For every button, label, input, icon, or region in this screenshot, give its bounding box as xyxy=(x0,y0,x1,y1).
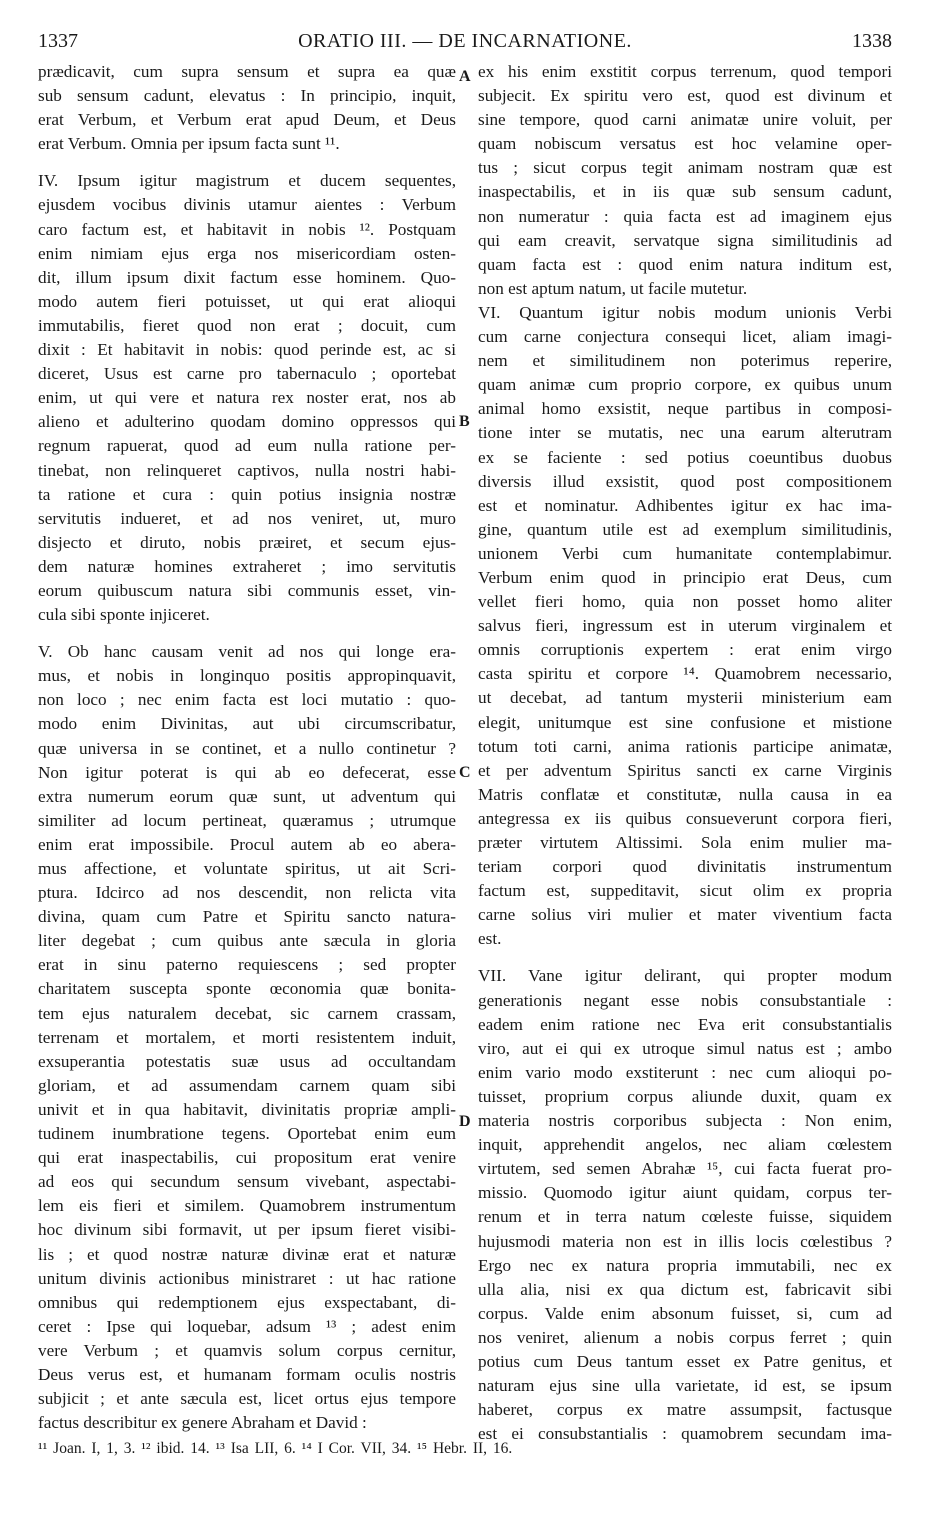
text-line: inquit, apprehendit angelos, nec aliam cœlestem xyxy=(478,1135,892,1155)
text-line: nem et similitudinem non poterimus reperire, xyxy=(478,351,892,371)
text-line: prædicavit, cum supra sensum et supra ea quæ xyxy=(38,62,456,81)
text-line: mus affectione, et voluntate spiritus, ut ait Scri- xyxy=(38,859,456,878)
text-line: enim vario modo exstiterunt : nec cum alioqui po- xyxy=(478,1062,892,1082)
text-line: enim, ut qui vere et natura rex noster erat, nos ab xyxy=(38,388,456,408)
text-line: dem naturæ homines extraheret ; imo servitutis xyxy=(38,556,456,576)
text-line: erat in sinu paterno requiescens ; sed propter xyxy=(38,955,456,975)
text-line: non numeratur : quia facta est ad imaginem ejus xyxy=(478,206,892,226)
text-line: omnibus qui redemptionem ejus exspectabant, di- xyxy=(38,1292,456,1312)
text-line: renum et in terra natum cœleste fuisse, siquidem xyxy=(478,1207,892,1227)
text-line: generationis negant esse nobis consubstantiale : xyxy=(478,990,892,1010)
text-line: tus ; sicut corpus tegit animam nostram quæ est xyxy=(478,158,892,178)
margin-marker-b: B xyxy=(459,413,470,430)
text-line: hujusmodi materia non est in illis locis cœlestibus ? xyxy=(478,1231,892,1251)
text-line: haberet, corpus ex matre assumpsit, factusque xyxy=(478,1400,892,1420)
text-line: factum est, suppeditavit, sicut olim ex propria xyxy=(478,881,892,901)
right-column xyxy=(478,60,892,1446)
page-header xyxy=(38,30,892,60)
text-line: similiter ad locum pertineat, quæramus ; utrumque xyxy=(38,810,456,830)
text-line: teriam corpori quod divinitatis instrumentum xyxy=(478,857,892,877)
text-line: potius cum Deus tantum esset ex Patre genitus, et xyxy=(478,1351,892,1371)
text-line: tudinem inumbratione tegens. Oportebat enim eum xyxy=(38,1124,456,1144)
text-line: casta spiritu et corpore ¹⁴. Quamobrem necessario, xyxy=(478,664,892,684)
text-line: Verbum enim quod in principio erat Deus, cum xyxy=(478,567,892,587)
text-line: unitum divinis actionibus ministraret : ut hac ratione xyxy=(38,1268,456,1288)
text-line: univit et in qua habitavit, divinitatis propriæ ampli- xyxy=(38,1099,456,1119)
text-line: quæ universa in se continet, et a nullo continetur ? xyxy=(38,738,456,758)
text-line: non est aptum natum, ut facile mutetur. xyxy=(478,278,748,298)
text-line: naturam ejus sine ulla varietate, id est, se ipsum xyxy=(478,1376,892,1396)
text-line: materia nostris corporibus subjecta : Non enim, xyxy=(478,1111,892,1131)
text-line: animal homo exsistit, neque partibus in composi- xyxy=(478,399,892,419)
text-line: ex se faciente : sed potius coeuntibus duobus xyxy=(478,447,892,467)
page-title: ORATIO III. — DE INCARNATIONE. xyxy=(298,30,632,52)
text-line: Ergo nec ex natura propria immutabili, nec ex xyxy=(478,1255,892,1275)
text-line: est. xyxy=(478,929,502,949)
text-line: subjecit. Ex spiritu vero est, quod est divinum et xyxy=(478,86,892,106)
text-line: erat Verbum. Omnia per ipsum facta sunt ¹¹. xyxy=(38,134,340,154)
text-line: sine tempore, quod carni animatæ unire voluit, per xyxy=(478,110,892,130)
text-line: præter virtutem Altissimi. Sola enim mulier ma- xyxy=(478,833,892,852)
text-line: lem eis fieri et similem. Quamobrem instrumentum xyxy=(38,1196,456,1216)
text-line: alieno et adulterino quodam domino oppressos qui xyxy=(38,412,456,432)
text-line: missio. Quomodo igitur aiunt quidam, corpus ter- xyxy=(478,1183,892,1203)
text-line: qui eam creavit, servatque signa similitudinis ad xyxy=(478,230,892,250)
text-line: modo autem fieri potuisset, ut qui erat alioqui xyxy=(38,291,456,311)
paragraph-gap xyxy=(38,627,456,640)
text-line: tione inter se mutatis, nec una earum alterutram xyxy=(478,423,892,443)
text-line: tuisset, proprium corpus aliunde duxit, quam ex xyxy=(478,1086,892,1106)
text-line: servitutis indueret, et ad nos veniret, ut, muro xyxy=(38,508,456,528)
text-line: inaspectabilis, et in iis quæ sub sensum cadunt, xyxy=(478,182,892,202)
text-line: ex his enim exstitit corpus terrenum, quod tempori xyxy=(478,62,892,81)
text-line: erat Verbum, et Verbum erat apud Deum, et Deus xyxy=(38,110,456,130)
text-line: antegressa ex iis quibus consueverunt corpora fieri, xyxy=(478,808,892,828)
text-line: corpus. Valde enim absonum fuisset, si, cum ad xyxy=(478,1303,892,1323)
text-line: eadem enim ratione nec Eva erit consubstantialis xyxy=(478,1014,892,1034)
text-line: IV. Ipsum igitur magistrum et ducem sequentes, xyxy=(38,171,456,191)
text-line: tinebat, non relinqueret captivos, nulla nostri habi- xyxy=(38,460,456,480)
text-line: disjecto et diruto, nobis præiret, et secum ejus- xyxy=(38,532,456,552)
text-line: tem ejus naturalem decebat, sic carnem crassam, xyxy=(38,1003,456,1023)
text-line: diversis illud exsistit, quod post compositionem xyxy=(478,471,892,491)
text-line: divina, quam cum Patre et Spiritu sancto natura- xyxy=(38,907,456,927)
text-line: factus describitur ex genere Abraham et David : xyxy=(38,1413,367,1433)
text-line: gloriam, et ad assumendam carnem quam sibi xyxy=(38,1075,456,1095)
text-line: unionem Verbi cum humanitate contemplabimur. xyxy=(478,543,892,563)
text-line: nos veniret, alienum a nobis corpus ferret ; quin xyxy=(478,1327,892,1347)
text-line: et per adventum Spiritus sancti ex carne Virginis xyxy=(478,760,892,780)
text-line: Deus verus est, et humanam formam oculis nostris xyxy=(38,1364,456,1384)
margin-marker-d: D xyxy=(459,1113,471,1130)
text-line: ad eos qui secundum sensum vivebant, aspectabi- xyxy=(38,1172,456,1192)
text-line: omnis corruptionis expertem : erat enim virgo xyxy=(478,640,892,660)
text-line: ut decebat, ad tantum mysterii ministerium eam xyxy=(478,688,892,708)
text-line: VII. Vane igitur delirant, qui propter modum xyxy=(478,966,892,986)
paragraph-gap xyxy=(38,156,456,169)
text-line: liter degebat ; cum quibus ante sæcula in gloria xyxy=(38,931,456,951)
page-number-left: 1337 xyxy=(38,30,78,52)
text-line: ulla alia, nisi ex qua dictum est, fabricavit sibi xyxy=(478,1279,892,1299)
text-line: est et nominatur. Adhibentes igitur ex hac ima- xyxy=(478,495,892,515)
text-line: regnum rapuerat, quod ad eum nulla ratione per- xyxy=(38,436,456,456)
text-line: charitatem suscepta sponte œconomia quæ bonita- xyxy=(38,979,456,999)
text-line: dixit : Et habitavit in nobis: quod perinde est, ac si xyxy=(38,340,456,360)
text-line: totum toti carni, anima rationis participe animatæ, xyxy=(478,736,892,756)
text-line: cula sibi sponte injiceret. xyxy=(38,605,210,625)
text-line: V. Ob hanc causam venit ad nos qui longe era- xyxy=(38,642,456,662)
footnotes: ¹¹ Joan. I, 1, 3. ¹² ibid. 14. ¹³ Isa LII, 6. ¹⁴ I Cor. VII, 34. ¹⁵ Hebr. II, 16. xyxy=(38,1440,513,1457)
text-line: immutabilis, fieret quod non erat ; docuit, cum xyxy=(38,315,456,335)
margin-marker-a: A xyxy=(459,68,471,85)
text-line: virtutem, sed semen Abrahæ ¹⁵, cui facta fuerat pro- xyxy=(478,1159,892,1179)
text-line: non loco ; nec enim facta est loci mutatio : quo- xyxy=(38,690,456,710)
text-line: VI. Quantum igitur nobis modum unionis Verbi xyxy=(478,302,892,322)
text-line: diceret, Usus est carne pro tabernaculo ; oportebat xyxy=(38,364,456,384)
text-line: quam nobiscum versatus est hoc velamine oper- xyxy=(478,134,892,154)
text-line: enim nimiam ejus erga nos misericordiam osten- xyxy=(38,243,456,263)
text-line: cum carne conjectura consequi licet, aliam imagi- xyxy=(478,327,892,347)
text-line: quam facta est : quod enim natura inditum est, xyxy=(478,254,892,274)
text-line: hoc divinum sibi formavit, ut per ipsum fieret visibi- xyxy=(38,1220,456,1240)
text-line: carne solius viri mulier et mater viventium facta xyxy=(478,905,892,925)
text-line: elegit, unitumque est sine confusione et mistione xyxy=(478,712,892,732)
text-line: sub sensum cadunt, elevatus : In principio, inquit, xyxy=(38,86,456,106)
text-line: vere Verbum ; et quamvis solum corpus cernitur, xyxy=(38,1340,456,1360)
text-line: subjicit ; et ante sæcula est, licet ortus ejus tempore xyxy=(38,1389,456,1409)
text-line: modo enim Divinitas, aut ubi circumscribatur, xyxy=(38,714,456,734)
left-column xyxy=(38,60,456,1435)
text-line: lis ; et quod nostræ naturæ divinæ erat et naturæ xyxy=(38,1244,456,1264)
text-line: dit, illum ipsum dixit factum esse hominem. Quo- xyxy=(38,267,456,287)
text-line: caro factum est, et habitavit in nobis ¹². Postquam xyxy=(38,219,456,239)
text-line: extra numerum eorum quæ sunt, ut adventum qui xyxy=(38,786,456,806)
text-line: viro, aut ei qui ex utroque simul natus est ; ambo xyxy=(478,1038,892,1058)
text-line: ta ratione et cura : quin potius insignia nostræ xyxy=(38,484,456,504)
text-line: salvus fieri, ingressum est in uterum virginalem et xyxy=(478,616,892,636)
text-line: gine, quantum utile est ad exemplum similitudinis, xyxy=(478,519,892,539)
text-line: mus, et nobis in longinquo positis appropinquavit, xyxy=(38,666,456,686)
margin-marker-c: C xyxy=(459,764,471,781)
text-line: exsuperantia potestatis suæ usus ad occultandam xyxy=(38,1051,456,1071)
text-line: ejusdem vocibus divinis utamur aientes : Verbum xyxy=(38,195,456,215)
text-line: Matris conflatæ et constitutæ, nulla causa in ea xyxy=(478,784,892,804)
text-line: vellet fieri homo, quia non posset homo aliter xyxy=(478,592,892,612)
text-line: ptura. Idcirco ad nos descendit, non relicta vita xyxy=(38,883,456,903)
text-line: qui erat inaspectabilis, cui propositum erat venire xyxy=(38,1148,456,1168)
text-line: ceret : Ipse qui loquebar, adsum ¹³ ; adest enim xyxy=(38,1316,456,1336)
text-line: enim erat impossibile. Procul autem ab eo aberа- xyxy=(38,834,456,854)
paragraph-gap xyxy=(478,951,892,964)
text-line: eorum quibuscum natura sibi communis esset, vin- xyxy=(38,580,456,600)
page-number-right: 1338 xyxy=(852,30,892,52)
text-line: Non igitur poterat is qui ab eo defecerat, esse xyxy=(38,762,456,782)
text-line: est ei consubstantialis : quamobrem secundam ima- xyxy=(478,1424,892,1444)
text-line: quam animæ cum proprio corpore, ex quibus unum xyxy=(478,375,892,395)
text-line: terrenam et mortalem, et morti resistentem induit, xyxy=(38,1027,456,1047)
